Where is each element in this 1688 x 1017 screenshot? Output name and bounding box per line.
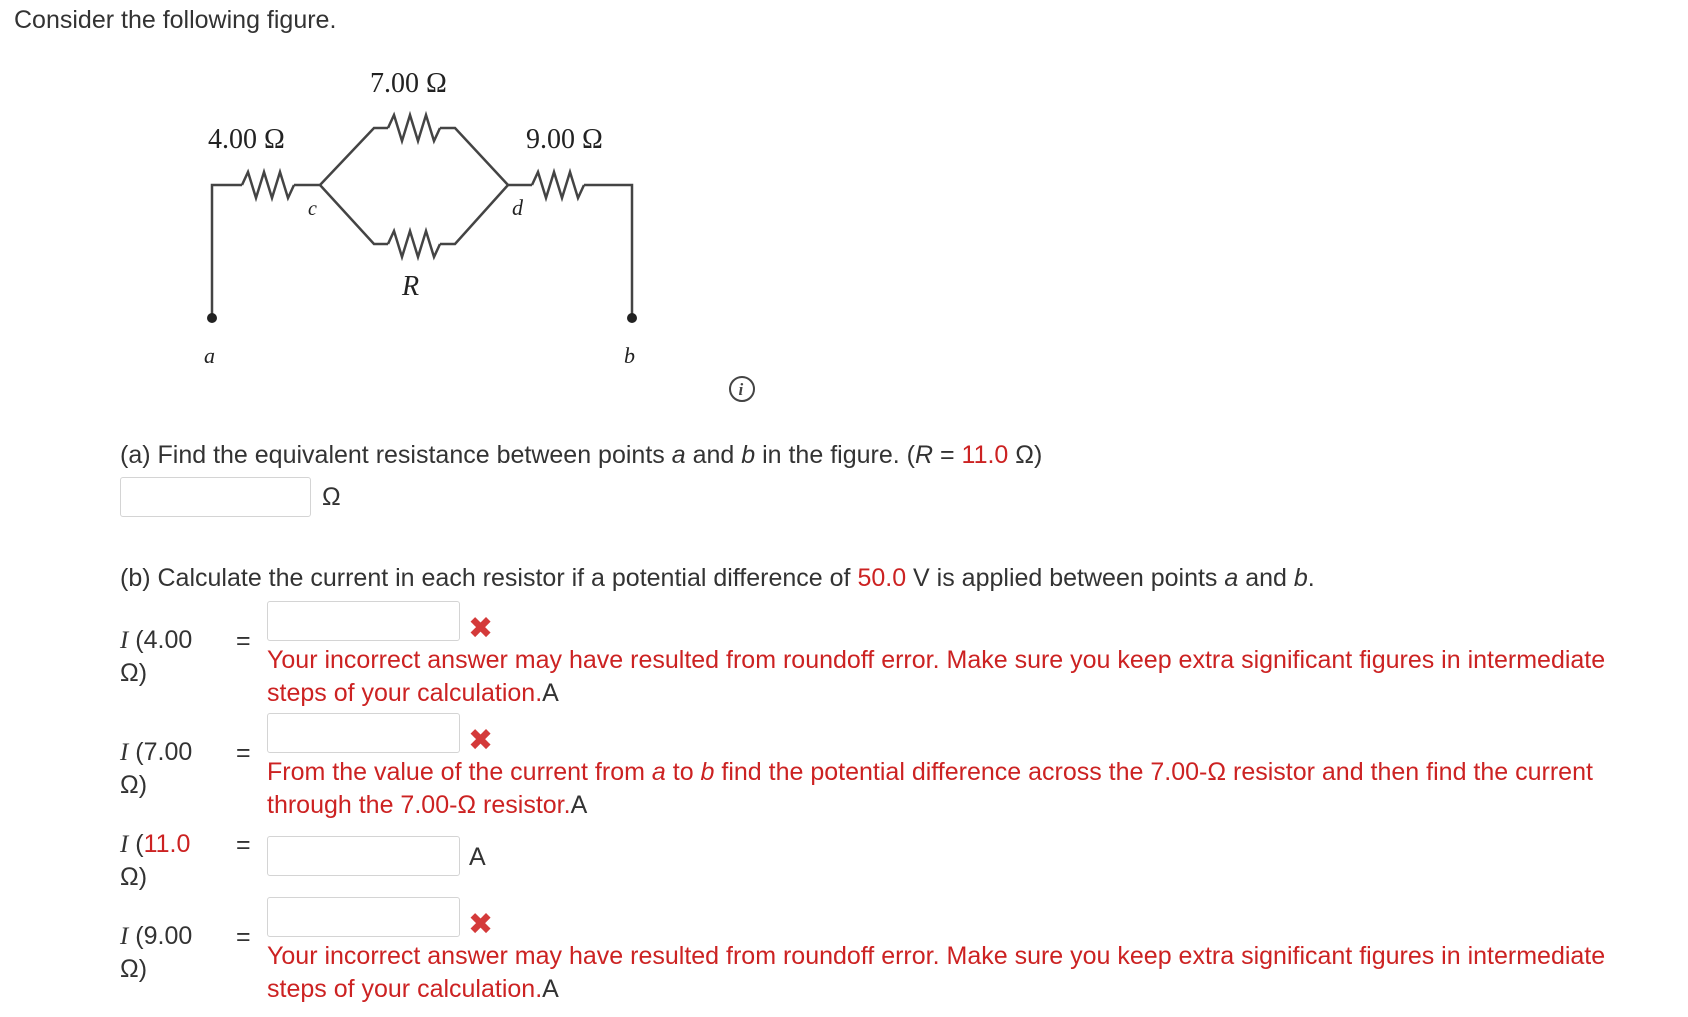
- current-9ohm-input[interactable]: [267, 897, 460, 937]
- node-d-label: d: [512, 195, 523, 220]
- feedback-text: From the value of the current from: [267, 758, 652, 786]
- feedback-9ohm: [267, 940, 1667, 1006]
- feedback-text: find the potential difference across the 7.00-Ω resistor and then find the current through the 7.00-Ω resistor.: [267, 758, 1593, 819]
- equals-sign: =: [236, 923, 251, 951]
- current-symbol: I: [120, 739, 129, 766]
- equals-sign: =: [236, 627, 251, 655]
- feedback-7ohm: [267, 756, 1667, 822]
- part-a-question: [120, 441, 1042, 470]
- current-label-7ohm: [120, 736, 192, 801]
- part-a-suffix: in the figure. (: [755, 441, 915, 469]
- var-a: a: [1224, 564, 1239, 592]
- part-b-mid: V is applied between points: [906, 564, 1225, 592]
- r-right-label: 9.00 Ω: [526, 124, 603, 155]
- r-var: R: [914, 441, 934, 469]
- resistor-value: 11.0: [143, 830, 191, 858]
- current-7ohm-input[interactable]: [267, 713, 460, 753]
- current-symbol: I: [120, 627, 129, 654]
- part-b-end: .: [1307, 564, 1315, 592]
- r-unit: Ω): [1008, 441, 1043, 469]
- part-b-question: [120, 564, 1315, 593]
- node-c-label: c: [308, 198, 317, 220]
- var-a: a: [651, 758, 666, 786]
- amp-unit-label: A: [542, 975, 559, 1003]
- current-11ohm-input[interactable]: [267, 836, 460, 876]
- feedback-4ohm: [267, 644, 1667, 710]
- feedback-text: Your incorrect answer may have resulted from roundoff error. Make sure you keep extra significant figures in intermediate steps of your calculation.: [267, 942, 1606, 1003]
- node-a-label: a: [204, 343, 215, 368]
- part-b-text: (b) Calculate the current in each resistor if a potential difference of: [120, 564, 858, 592]
- resistor-unit: Ω): [120, 863, 148, 891]
- current-symbol: I: [120, 831, 129, 858]
- var-b: b: [1293, 564, 1308, 592]
- r-bottom-label: R: [402, 271, 420, 302]
- ohm-unit-label: Ω: [322, 483, 341, 511]
- resistor-unit: Ω): [120, 955, 148, 983]
- var-b: b: [700, 758, 715, 786]
- amp-unit-label: A: [570, 791, 588, 819]
- svg-text:i: i: [738, 380, 744, 399]
- terminal-b-dot: [627, 313, 637, 323]
- current-4ohm-input[interactable]: [267, 601, 460, 641]
- var-a: a: [671, 441, 686, 469]
- voltage-value: 50.0: [857, 564, 907, 592]
- current-symbol: I: [120, 923, 129, 950]
- r-left-label: 4.00 Ω: [208, 124, 285, 155]
- equivalent-resistance-input[interactable]: [120, 477, 311, 517]
- resistor-value: (7.00: [128, 738, 193, 766]
- terminal-a-dot: [207, 313, 217, 323]
- incorrect-x-icon: ✖: [468, 724, 494, 757]
- resistor-unit: Ω): [120, 659, 148, 687]
- part-a-mid: and: [685, 441, 742, 469]
- circuit-figure: [190, 60, 710, 370]
- label-paren: (: [128, 830, 144, 858]
- equals-sign: =: [236, 739, 251, 767]
- r-equals: =: [933, 441, 962, 469]
- feedback-text: Your incorrect answer may have resulted from roundoff error. Make sure you keep extra significant figures in intermediate steps of your calculation.: [267, 646, 1606, 707]
- part-b-and: and: [1238, 564, 1294, 592]
- r-top-label: 7.00 Ω: [370, 68, 447, 99]
- amp-unit-label: A: [469, 843, 486, 871]
- resistor-value: (4.00: [128, 626, 193, 654]
- incorrect-x-icon: ✖: [468, 908, 494, 941]
- amp-unit-label: A: [542, 679, 559, 707]
- incorrect-x-icon: ✖: [468, 612, 494, 645]
- resistor-value: (9.00: [128, 922, 193, 950]
- current-label-9ohm: [120, 920, 192, 985]
- node-b-label: b: [624, 343, 635, 368]
- info-circle-icon[interactable]: [728, 375, 756, 403]
- current-label-11ohm: [120, 828, 190, 893]
- var-b: b: [741, 441, 756, 469]
- current-label-4ohm: [120, 624, 192, 689]
- part-a-text: (a) Find the equivalent resistance between points: [120, 441, 672, 469]
- equals-sign: =: [236, 831, 251, 859]
- resistor-unit: Ω): [120, 771, 148, 799]
- intro-text: Consider the following figure.: [14, 6, 337, 34]
- feedback-to: to: [665, 758, 701, 786]
- r-value: 11.0: [961, 441, 1009, 469]
